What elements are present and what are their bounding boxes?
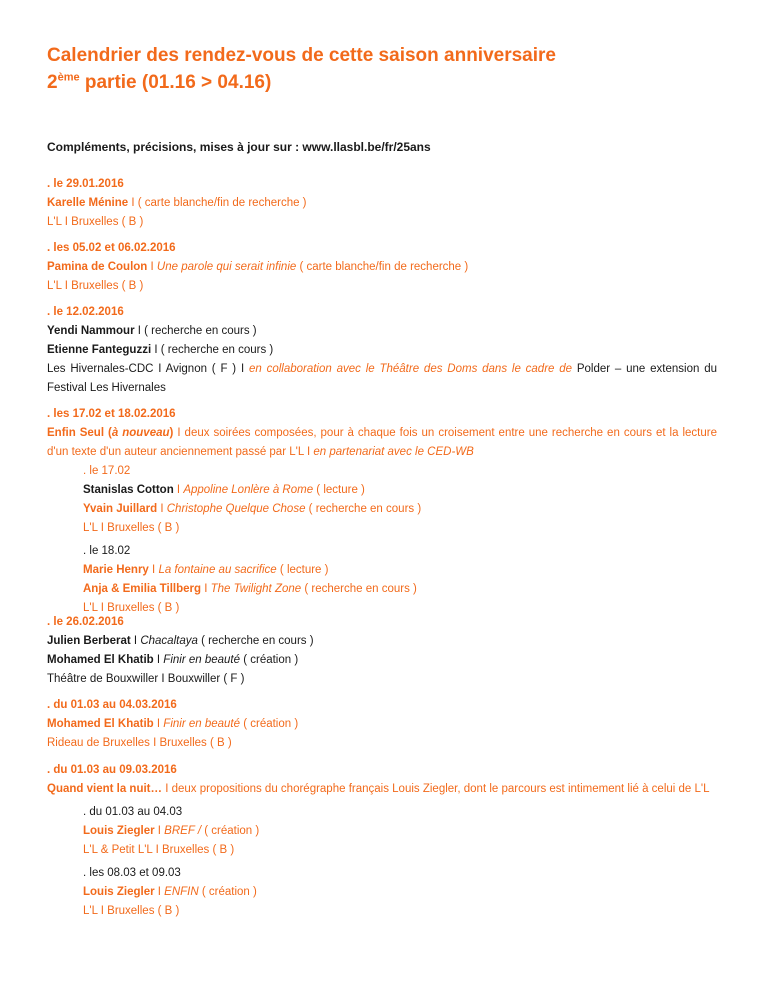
event-01-03-09-03 [47,761,717,921]
event-12-02 [47,303,717,398]
event-venue: L'L I Bruxelles ( B ) [47,216,144,228]
event-line: Etienne Fanteguzzi I ( recherche en cours ) [47,344,274,356]
sub-event-17-02 [83,462,717,618]
sub-event-date: . le 17.02 [83,465,131,477]
page-title [47,42,727,96]
event-line: Louis Ziegler I ENFIN ( création ) [83,886,257,898]
event-line: Mohamed El Khatib I Finir en beauté ( création ) [47,718,299,730]
event-venue: Les Hivernales-CDC I Avignon ( F ) I en collaboration avec le Théâtre des Doms dans le cadre de Polder – une extension du Festival Les Hivernales [47,363,717,394]
event-line: Julien Berberat I Chacaltaya ( recherche en cours ) [47,635,314,647]
event-venue: Rideau de Bruxelles I Bruxelles ( B ) [47,737,232,749]
event-venue: L'L I Bruxelles ( B ) [83,522,180,534]
title-line-1: Calendrier des rendez-vous de cette saison anniversaire [47,45,556,66]
event-date: . le 26.02.2016 [47,616,124,628]
event-line: Marie Henry I La fontaine au sacrifice ( lecture ) [83,564,329,576]
event-venue: Théâtre de Bouxwiller I Bouxwiller ( F ) [47,673,245,685]
event-29-01 [47,175,717,232]
event-line: Louis Ziegler I BREF / ( création ) [83,825,260,837]
info-line: Compléments, précisions, mises à jour sur : www.llasbl.be/fr/25ans [47,140,431,154]
event-line: Yvain Juillard I Christophe Quelque Chose ( recherche en cours ) [83,503,422,515]
event-venue: L'L I Bruxelles ( B ) [47,280,144,292]
sub-event-date: . le 18.02 [83,545,131,557]
event-date: . les 17.02 et 18.02.2016 [47,408,176,420]
sub-events [83,799,717,921]
event-desc: Quand vient la nuit… I deux propositions du chorégraphe français Louis Ziegler, dont le parcours est intimement lié à celui de L'L [47,783,710,795]
event-line: Mohamed El Khatib I Finir en beauté ( création ) [47,654,299,666]
sub-event-date: . du 01.03 au 04.03 [83,806,183,818]
event-17-02 [47,405,717,618]
event-date: . les 05.02 et 06.02.2016 [47,242,176,254]
info-url-link[interactable]: www.llasbl.be/fr/25ans [302,140,431,154]
event-date: . le 29.01.2016 [47,178,124,190]
event-line: Pamina de Coulon I Une parole qui serait infinie ( carte blanche/fin de recherche ) [47,261,469,273]
event-01-03 [47,696,717,753]
event-venue: L'L I Bruxelles ( B ) [83,905,180,917]
event-venue: L'L & Petit L'L I Bruxelles ( B ) [83,844,235,856]
event-desc: Enfin Seul (à nouveau) I deux soirées composées, pour à chaque fois un croisement entre une recherche en cours et la lecture d'un texte d'un auteur anciennement passé par L'L I en partenariat avec le CED-WB [47,427,717,458]
event-line: Anja & Emilia Tillberg I The Twilight Zone ( recherche en cours ) [83,583,417,595]
event-date: . le 12.02.2016 [47,306,124,318]
event-date: . du 01.03 au 04.03.2016 [47,699,177,711]
event-line: Karelle Ménine I ( carte blanche/fin de recherche ) [47,197,307,209]
event-line: Yendi Nammour I ( recherche en cours ) [47,325,257,337]
event-26-02 [47,613,717,689]
event-date: . du 01.03 au 09.03.2016 [47,764,177,776]
title-line-2: 2ème partie (01.16 > 04.16) [47,71,272,93]
event-venue: L'L I Bruxelles ( B ) [83,602,180,614]
event-line: Stanislas Cotton I Appoline Lonlère à Rome ( lecture ) [83,484,365,496]
sub-event-date: . les 08.03 et 09.03 [83,867,181,879]
event-05-02 [47,239,717,296]
